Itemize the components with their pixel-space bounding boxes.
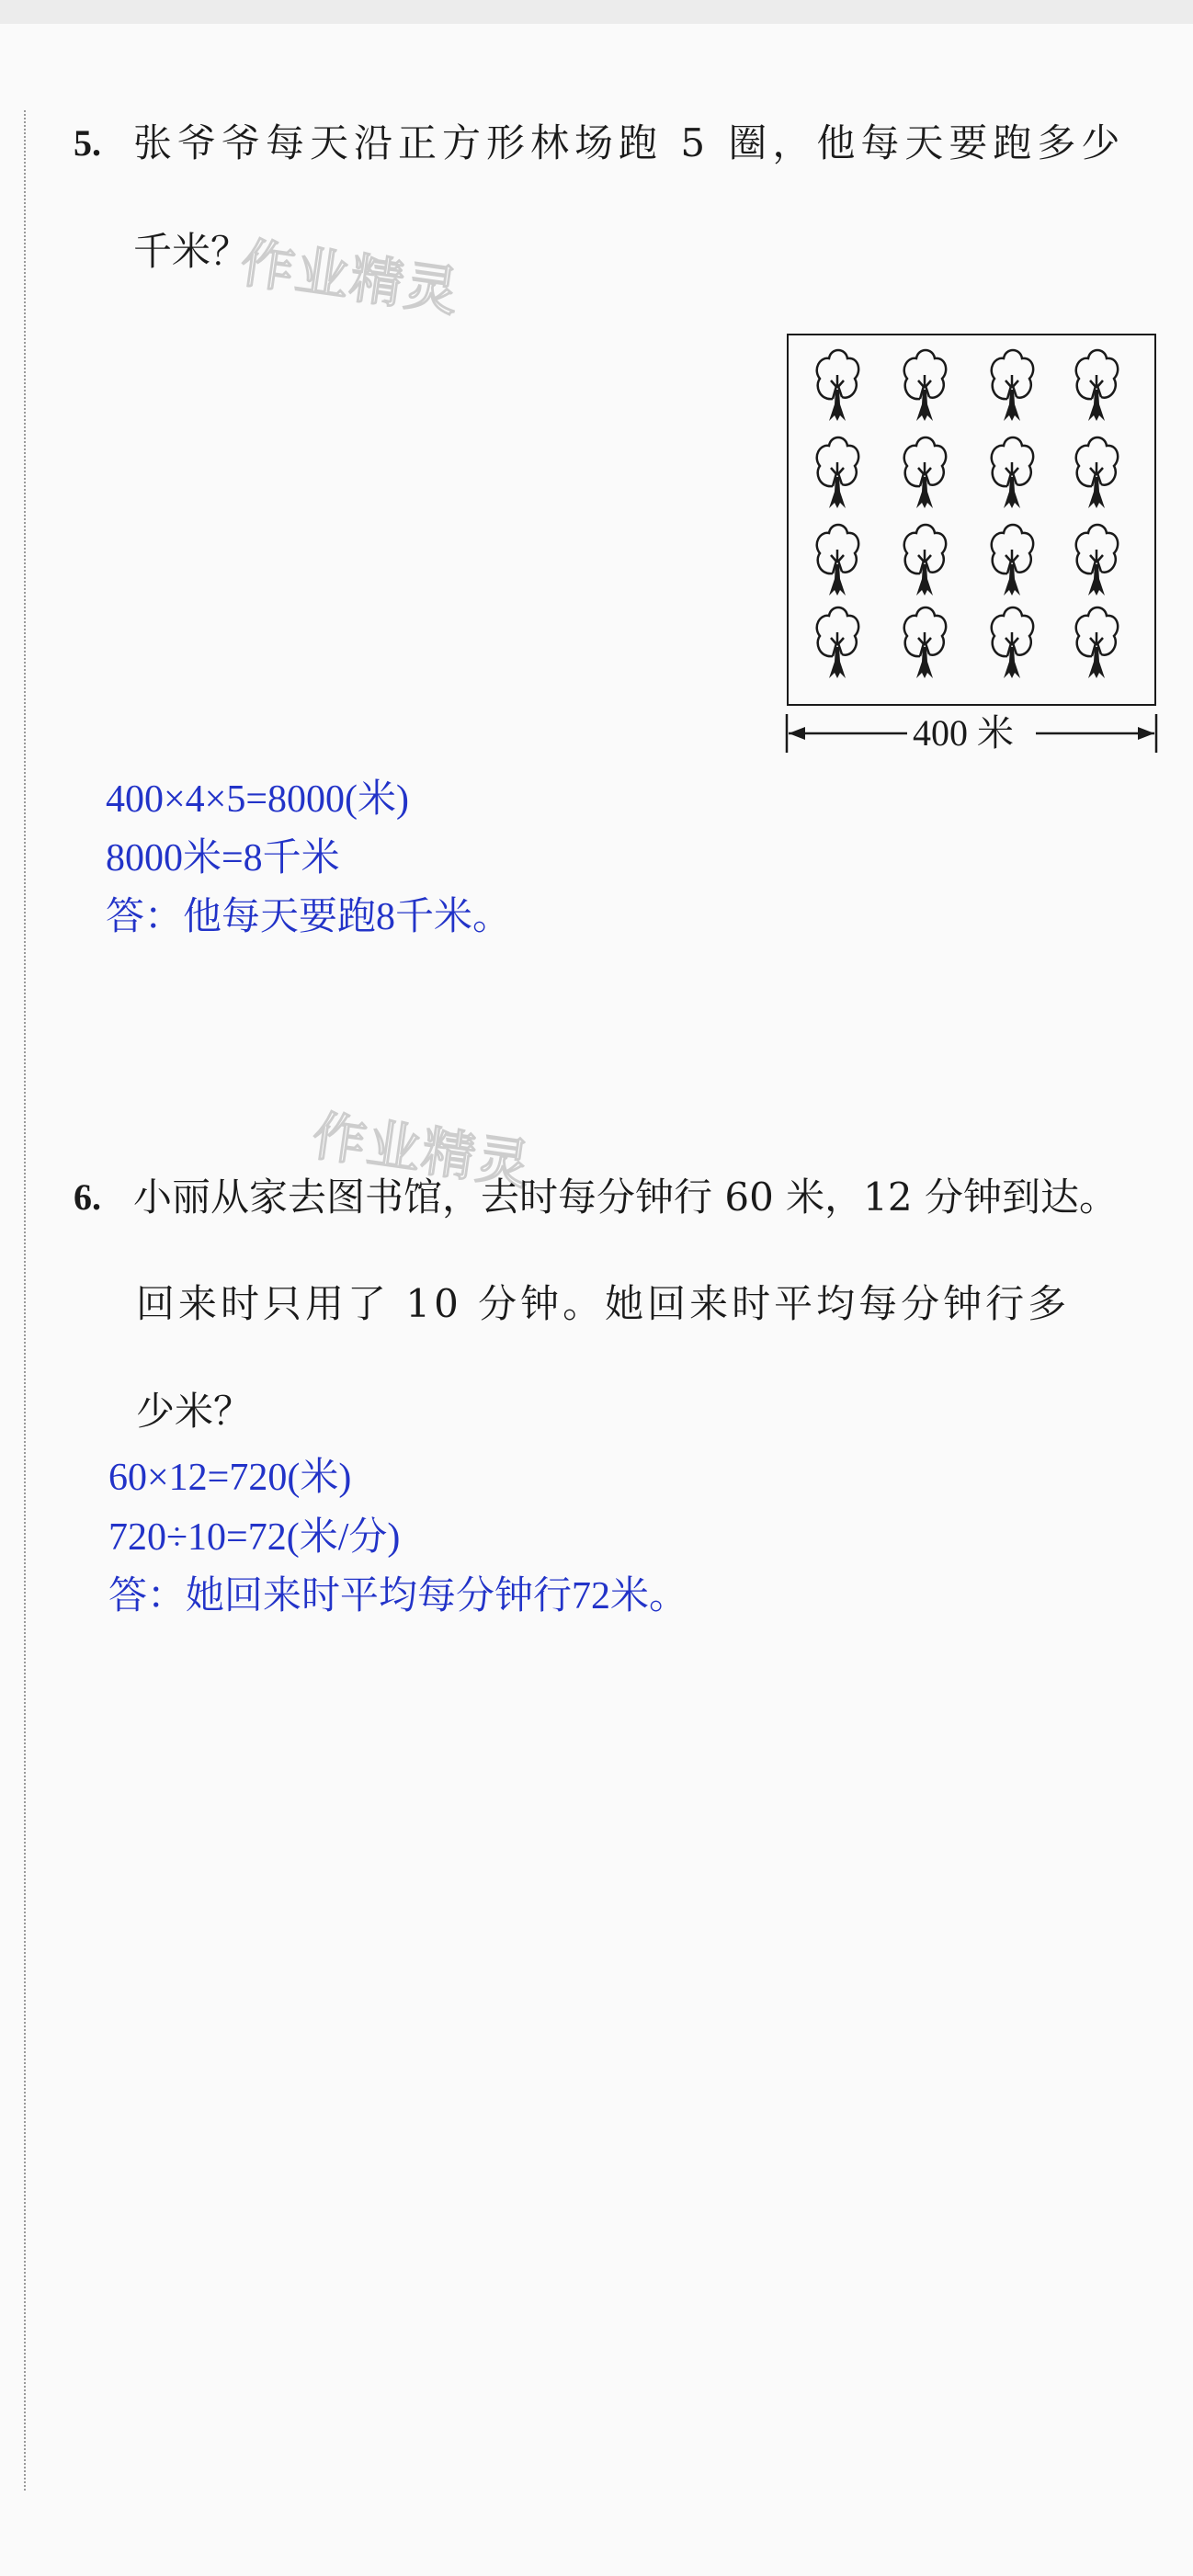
tree-icon [1076,607,1118,678]
square-forest-figure [787,334,1156,706]
tree-icon [817,350,858,421]
tree-icon [992,525,1033,596]
q5-answer-line2: 8000米=8千米 [106,837,340,879]
q5-text-line1: 张爷爷每天沿正方形林场跑 5 圈，他每天要跑多少 [133,120,1126,165]
tree-icon [904,525,946,596]
q6-answer-line3: 答：她回来时平均每分钟行72米。 [108,1575,688,1617]
tree-icon [992,437,1033,508]
q6-text-line2: 回来时只用了 10 分钟。她回来时平均每分钟行多 [136,1281,1071,1326]
q6-text-line1: 小丽从家去图书馆，去时每分钟行 60 米，12 分钟到达。 [133,1175,1118,1220]
q6-text-line3: 少米？ [136,1389,253,1434]
q5-number: 5. [74,122,101,164]
tree-icon [904,607,946,678]
tree-icon [992,350,1033,421]
q5-answer-line1: 400×4×5=8000(米) [106,778,410,821]
tree-icon [992,607,1033,678]
tree-icon [817,607,858,678]
tree-icon [1076,525,1118,596]
tree-icon [1076,350,1118,421]
tree-icon [904,437,946,508]
q6-answer-line1: 60×12=720(米) [108,1457,352,1499]
page-top-band [0,0,1193,24]
watermark: 作业精灵 [308,1104,536,1197]
tree-icon [1076,437,1118,508]
tree-icon [817,525,858,596]
tree-icon [817,437,858,508]
q6-answer-line2: 720÷10=72(米/分) [108,1516,401,1559]
tree-icon [904,350,946,421]
q6-number: 6. [74,1176,101,1218]
q5-answer-line3: 答：他每天要跑8千米。 [106,896,512,938]
trees-grid [789,335,1153,703]
margin-dotted-line [24,110,26,2491]
q5-text-line2: 千米？ [133,229,250,274]
dimension-label: 400 米 [913,712,1014,754]
watermark: 作业精灵 [236,231,464,324]
